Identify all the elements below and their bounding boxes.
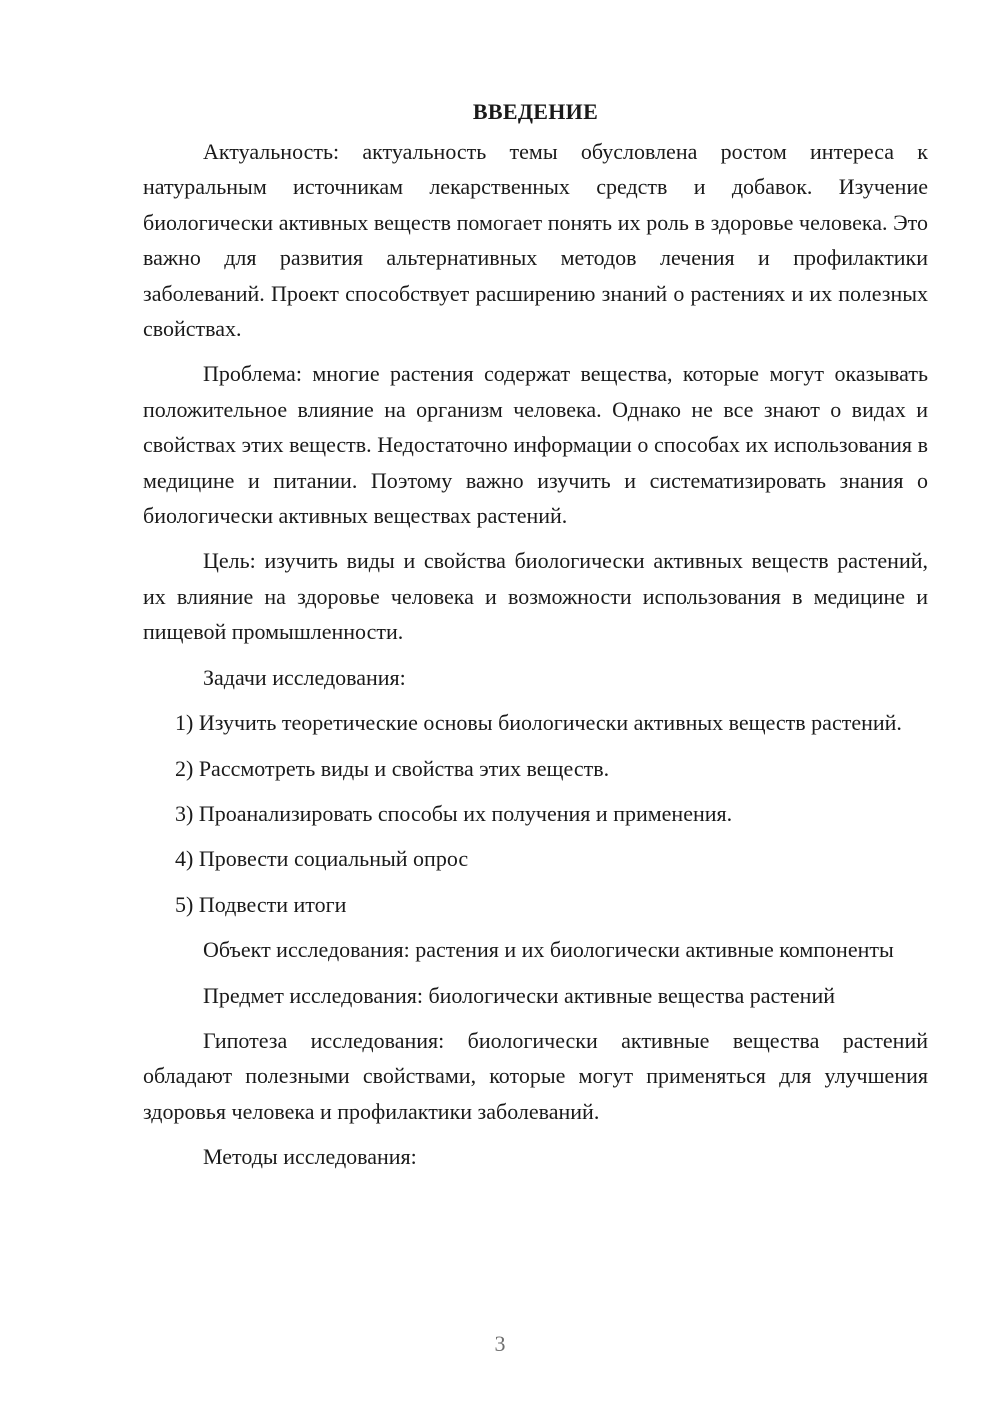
page-number: 3 <box>494 1331 506 1356</box>
relevance-paragraph: Актуальность: актуальность темы обусловлена ростом интереса к натуральным источникам лекарственных средств и добавок. Изучение биологически активных веществ помогает понять их роль в здоровье человека. Это важно для развития альтернативных методов лечения и профилактики заболеваний. Проект способствует расширению знаний о растениях и их полезных свойствах. <box>143 139 928 342</box>
section-title: ВВЕДЕНИЕ <box>472 99 599 124</box>
task-item-3: 3) Проанализировать способы их получения и применения. <box>175 800 733 826</box>
object-paragraph: Объект исследования: растения и их биологически активные компоненты <box>203 937 894 963</box>
problem-paragraph: Проблема: многие растения содержат вещества, которые могут оказывать положительное влияние на организм человека. Однако не все знают о видах и свойствах этих веществ. Недостаточно информации о способах их использования в медицине и питании. Поэтому важно изучить и систематизировать знания о биологически активных веществах растений. <box>143 361 928 529</box>
task-item-1: 1) Изучить теоретические основы биологически активных веществ растений. <box>175 710 902 736</box>
hypothesis-paragraph: Гипотеза исследования: биологически активные вещества растений обладают полезными свойствами, которые могут применяться для улучшения здоровья человека и профилактики заболеваний. <box>143 1027 928 1124</box>
tasks-heading: Задачи исследования: <box>203 664 406 690</box>
task-item-4: 4) Провести социальный опрос <box>175 846 469 872</box>
methods-heading: Методы исследования: <box>203 1144 417 1170</box>
text-body <box>143 94 928 1175</box>
task-item-5: 5) Подвести итоги <box>175 891 347 917</box>
subject-paragraph: Предмет исследования: биологически активные вещества растений <box>203 982 836 1008</box>
task-item-2: 2) Рассмотреть виды и свойства этих веществ. <box>175 755 610 781</box>
goal-paragraph: Цель: изучить виды и свойства биологически активных веществ растений, их влияние на здоровье человека и возможности использования в медицине и пищевой промышленности. <box>143 548 928 645</box>
